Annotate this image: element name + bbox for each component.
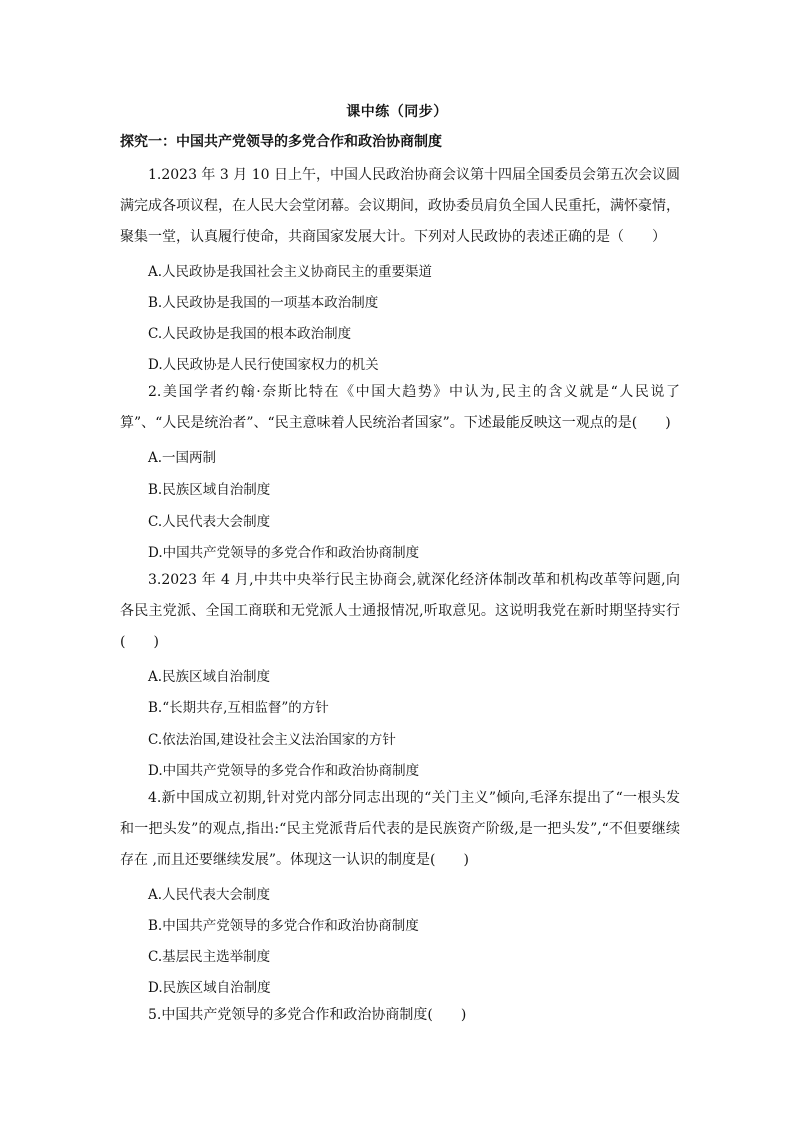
question-4: 4.新中国成立初期,针对党内部分同志出现的“关门主义”倾向,毛泽东提出了“一根头发和一把头发”的观点,指出:“民主党派背后代表的是民族资产阶级,是一把头发”,“不但要继续存在 ,而且还要继续发展”。体现这一认识的制度是( ) bbox=[120, 790, 680, 868]
question-1-option-c: C.人民政协是我国的根本政治制度 bbox=[148, 326, 352, 342]
question-3-option-c: C.依法治国,建设社会主义法治国家的方针 bbox=[148, 732, 396, 748]
question-3-option-d: D.中国共产党领导的多党合作和政治协商制度 bbox=[148, 763, 420, 779]
page-title: 课中练（同步） bbox=[346, 104, 448, 120]
question-1-option-d: D.人民政协是人民行使国家权力的机关 bbox=[148, 357, 379, 373]
question-4-option-a: A.人民代表大会制度 bbox=[148, 887, 271, 903]
question-1-option-b: B.人民政协是我国的一项基本政治制度 bbox=[148, 295, 379, 311]
question-3: 3.2023 年 4 月,中共中央举行民主协商会,就深化经济体制改革和机构改革等问题,向各民主党派、全国工商联和无党派人士通报情况,听取意见。这说明我党在新时期坚持实行( ) bbox=[120, 572, 680, 650]
question-2: 2.美国学者约翰·奈斯比特在《中国大趋势》中认为,民主的含义就是“人民说了算”、“人民是统治者”、“民主意味着人民统治者国家”。下述最能反映这一观点的是( ) bbox=[120, 384, 680, 431]
question-3-option-b: B.“长期共存,互相监督”的方针 bbox=[148, 700, 329, 716]
question-2-option-b: B.民族区域自治制度 bbox=[148, 482, 271, 498]
question-1-option-a: A.人民政协是我国社会主义协商民主的重要渠道 bbox=[148, 264, 433, 280]
question-5: 5.中国共产党领导的多党合作和政治协商制度( ) bbox=[148, 1007, 467, 1023]
question-2-option-c: C.人民代表大会制度 bbox=[148, 514, 271, 530]
question-3-option-a: A.民族区域自治制度 bbox=[148, 669, 271, 685]
question-4-option-b: B.中国共产党领导的多党合作和政治协商制度 bbox=[148, 918, 419, 934]
section-heading: 探究一：中国共产党领导的多党合作和政治协商制度 bbox=[120, 134, 442, 150]
question-2-option-a: A.一国两制 bbox=[148, 450, 217, 466]
question-4-option-c: C.基层民主选举制度 bbox=[148, 949, 271, 965]
question-4-option-d: D.民族区域自治制度 bbox=[148, 980, 271, 996]
question-2-option-d: D.中国共产党领导的多党合作和政治协商制度 bbox=[148, 545, 420, 561]
question-1: 1.2023 年 3 月 10 日上午，中国人民政治协商会议第十四届全国委员会第五次会议圆满完成各项议程，在人民大会堂闭幕。会议期间，政协委员肩负全国人民重托，满怀豪情，聚集一堂，认真履行使命，共商国家发展大计。下列对人民政协的表述正确的是（ ） bbox=[120, 167, 680, 245]
